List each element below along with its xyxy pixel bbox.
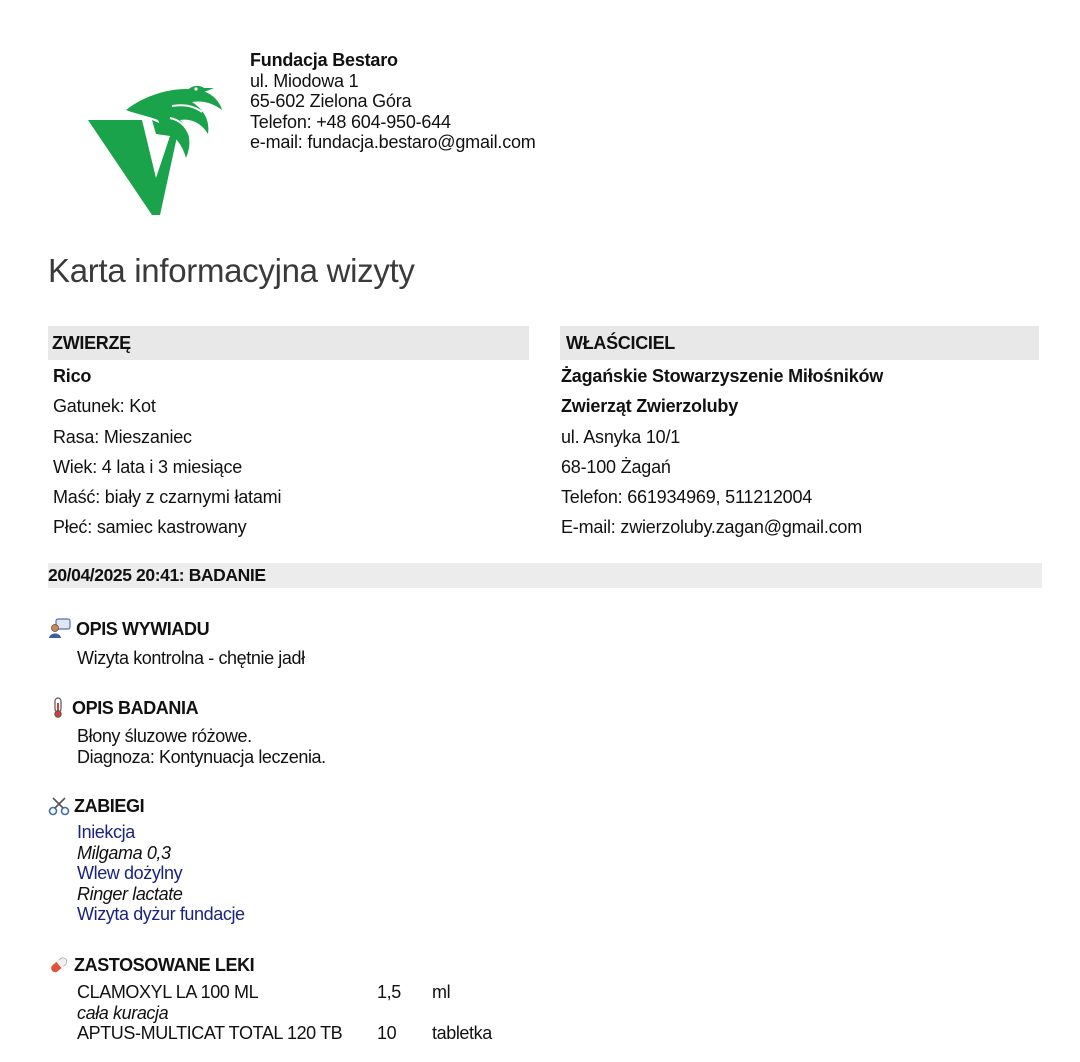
foundation-logo bbox=[86, 80, 236, 220]
animal-species: Gatunek: Kot bbox=[53, 396, 156, 417]
organization-phone: Telefon: +48 604-950-644 bbox=[250, 111, 451, 132]
visit-header: 20/04/2025 20:41: BADANIE bbox=[48, 563, 1042, 588]
owner-header: WŁAŚCICIEL bbox=[560, 326, 1039, 360]
owner-phone: Telefon: 661934969, 511212004 bbox=[561, 487, 813, 508]
examination-line: Diagnoza: Kontynuacja leczenia. bbox=[77, 746, 326, 767]
procedures-section-title bbox=[48, 794, 144, 818]
medications-title: ZASTOSOWANE LEKI bbox=[74, 954, 255, 975]
thermometer-icon bbox=[48, 697, 68, 719]
organization-email: e-mail: fundacja.bestaro@gmail.com bbox=[250, 132, 536, 153]
procedures-list bbox=[77, 822, 245, 925]
animal-breed: Rasa: Mieszaniec bbox=[53, 426, 192, 447]
examination-text bbox=[77, 726, 326, 767]
animal-name: Rico bbox=[53, 366, 92, 386]
owner-name-line1: Żagańskie Stowarzyszenie Miłośników bbox=[561, 366, 884, 386]
pill-icon bbox=[48, 955, 70, 975]
examination-section-title bbox=[48, 696, 198, 720]
medication-quantity: 10 bbox=[377, 1023, 397, 1043]
owner-details bbox=[561, 361, 883, 543]
procedure-label: Iniekcja bbox=[77, 822, 135, 842]
medication-quantity: 1,5 bbox=[377, 982, 401, 1002]
procedure-detail: Milgama 0,3 bbox=[77, 842, 171, 863]
interview-text: Wizyta kontrolna - chętnie jadł bbox=[77, 648, 305, 668]
organization-address bbox=[250, 50, 536, 153]
owner-email: E-mail: zwierzoluby.zagan@gmail.com bbox=[561, 517, 863, 538]
procedures-title: ZABIEGI bbox=[74, 795, 145, 816]
medications-section-title bbox=[48, 953, 254, 977]
owner-street: ul. Asnyka 10/1 bbox=[561, 426, 681, 447]
owner-name-line2: Zwierząt Zwierzoluby bbox=[561, 396, 739, 417]
animal-sex: Płeć: samiec kastrowany bbox=[53, 517, 247, 538]
medication-note: cała kuracja bbox=[77, 1002, 169, 1023]
animal-color: Maść: biały z czarnymi łatami bbox=[53, 487, 282, 508]
animal-age: Wiek: 4 lata i 3 miesiące bbox=[53, 456, 243, 477]
interview-section-title bbox=[48, 617, 209, 641]
medication-name: CLAMOXYL LA 100 ML bbox=[77, 982, 259, 1002]
medication-name: APTUS-MULTICAT TOTAL 120 TB bbox=[77, 1023, 343, 1043]
organization-name: Fundacja Bestaro bbox=[250, 50, 398, 70]
medication-unit: tabletka bbox=[432, 1023, 492, 1043]
owner-city: 68-100 Żagań bbox=[561, 456, 671, 477]
interview-title: OPIS WYWIADU bbox=[76, 618, 210, 639]
organization-city: 65-602 Zielona Góra bbox=[250, 91, 412, 112]
medication-unit: ml bbox=[432, 982, 451, 1002]
procedure-detail: Ringer lactate bbox=[77, 883, 183, 904]
document-title: Karta informacyjna wizyty bbox=[48, 252, 415, 289]
animal-details bbox=[53, 361, 281, 543]
scissors-icon bbox=[48, 796, 70, 816]
examination-title: OPIS BADANIA bbox=[72, 697, 199, 718]
procedure-label: Wizyta dyżur fundacje bbox=[77, 904, 245, 924]
interview-icon bbox=[48, 618, 72, 640]
animal-header: ZWIERZĘ bbox=[48, 326, 529, 360]
examination-line: Błony śluzowe różowe. bbox=[77, 726, 252, 746]
organization-street: ul. Miodowa 1 bbox=[250, 70, 359, 91]
procedure-label: Wlew dożylny bbox=[77, 863, 183, 883]
